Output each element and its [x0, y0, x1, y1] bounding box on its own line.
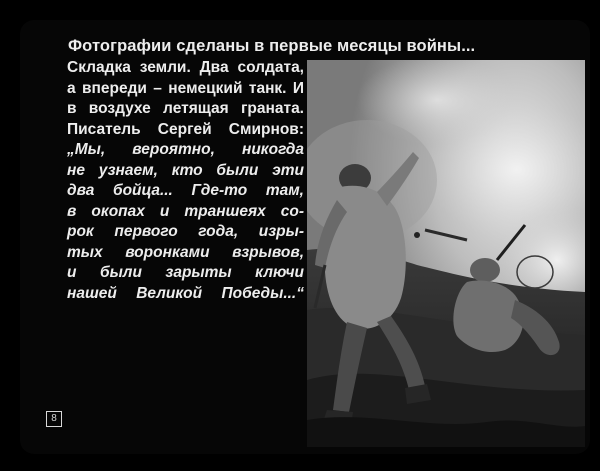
caption-line: Писатель Сергей Смирнов:	[67, 120, 304, 138]
caption-quote-line: и были зарыты ключи	[67, 264, 304, 281]
caption-quote-line: „Мы, вероятно, никогда	[67, 141, 304, 158]
caption-quote-line: не узнаем, кто были эти	[67, 161, 304, 179]
slide-caption	[67, 58, 304, 304]
caption-line: в воздухе летящая граната.	[67, 100, 304, 117]
caption-quote-line: нашей Великой Победы...“	[67, 284, 304, 302]
slide-headline: Фотографии сделаны в первые месяцы войны...	[68, 37, 476, 55]
caption-quote-line: тых воронками взрывов,	[67, 243, 304, 261]
caption-quote-line: два бойца... Где-то там,	[67, 182, 304, 199]
war-photograph-image	[307, 60, 585, 447]
caption-line: а впереди – немецкий танк. И	[67, 79, 304, 97]
frame-number-badge: 8	[46, 411, 62, 427]
caption-quote-line: в окопах и траншеях со-	[67, 202, 304, 220]
caption-quote-line: рок первого года, изры-	[67, 223, 304, 240]
war-photograph	[307, 60, 585, 447]
caption-line: Складка земли. Два солдата,	[67, 59, 304, 76]
